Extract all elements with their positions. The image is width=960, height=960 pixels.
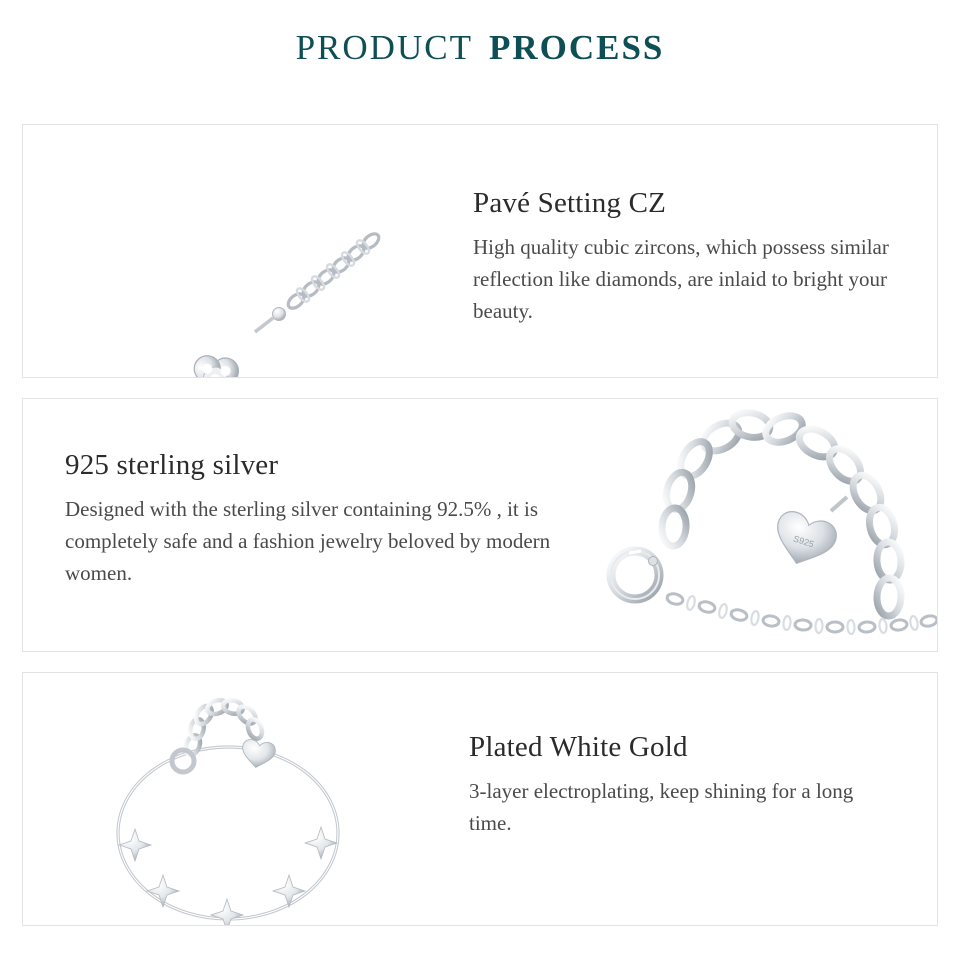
section-body: 3-layer electroplating, keep shining for a long time.: [469, 779, 854, 835]
page-title-part1: PRODUCT: [295, 28, 473, 67]
text-block-sterling-silver: [65, 449, 605, 590]
page-title-part2: PROCESS: [488, 28, 665, 67]
section-heading: 925 sterling silver: [65, 449, 279, 481]
image-full-bracelet-with-cz-star-charms: [63, 673, 443, 925]
svg-text:S925: S925: [792, 533, 816, 550]
section-body: High quality cubic zircons, which possess similar reflection like diamonds, are inlaid to bright your beauty.: [473, 235, 889, 323]
text-block-plated-white-gold: [469, 731, 899, 840]
page-title: [0, 28, 960, 68]
text-block-pave-setting-cz: [473, 187, 913, 328]
image-bracelet-chain-with-cz-cross-charm: [23, 125, 463, 377]
section-card-pave-setting-cz: [22, 124, 938, 378]
section-card-plated-white-gold: [22, 672, 938, 926]
section-body: Designed with the sterling silver containing 92.5% , it is completely safe and a fashion jewelry beloved by modern women.: [65, 497, 551, 585]
image-extender-chain-with-heart-tag-and-spring-clasp: [579, 399, 938, 651]
section-heading: Pavé Setting CZ: [473, 187, 667, 219]
section-card-sterling-silver: [22, 398, 938, 652]
section-heading: Plated White Gold: [469, 731, 688, 763]
